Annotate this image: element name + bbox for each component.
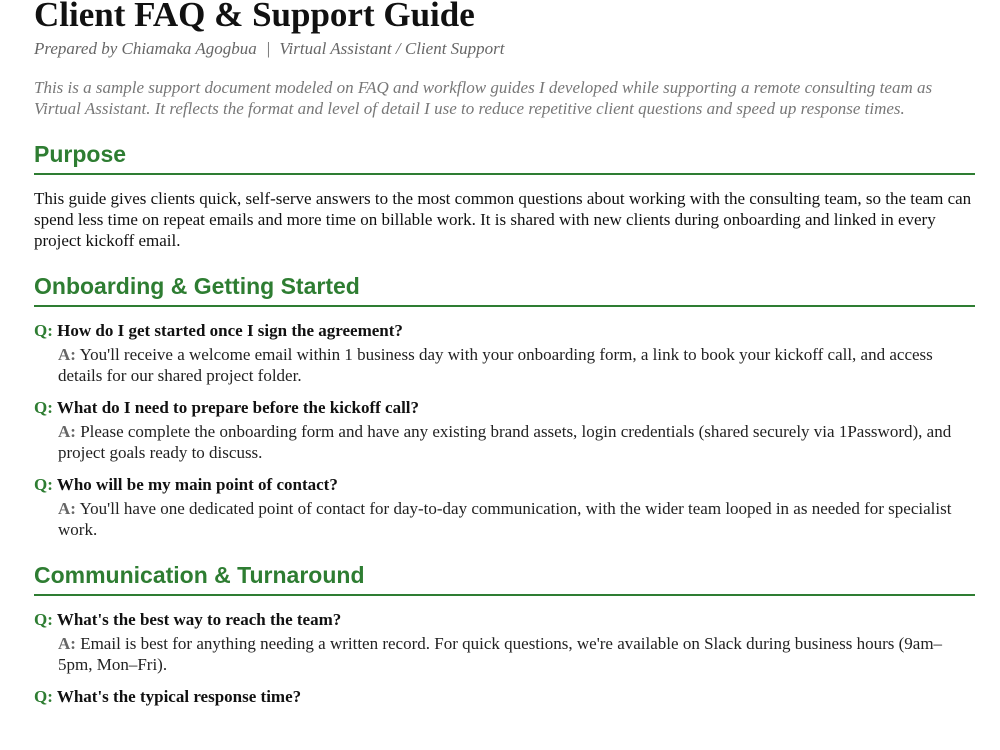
faq-item	[34, 686, 975, 708]
byline	[34, 38, 975, 60]
intro-note: This is a sample support document modeled on FAQ and workflow guides I developed while supporting a remote consulting team as Virtual Assistant. It reflects the format and level of detail I use to reduce repetitive client questions and speed up response times.	[34, 78, 933, 118]
faq-answer	[58, 344, 975, 386]
faq-item	[34, 474, 975, 540]
faq-answer	[58, 421, 975, 463]
question-text: Who will be my main point of contact?	[56, 475, 338, 494]
question-text: What's the typical response time?	[56, 687, 302, 706]
answer-marker: A:	[58, 422, 76, 441]
faq-item	[34, 397, 975, 463]
faq-question	[34, 474, 975, 496]
purpose-paragraph: This guide gives clients quick, self-serve answers to the most common questions about working with the consulting team, so the team can spend less time on repeat emails and more time on billable work. It is shared with new clients during onboarding and linked in every project kickoff email.	[34, 189, 972, 250]
faq-answer	[58, 498, 975, 540]
question-marker: Q:	[34, 398, 53, 417]
section-heading-onboarding: Onboarding & Getting Started	[34, 272, 975, 307]
answer-text: Please complete the onboarding form and have any existing brand assets, login credentials (shared securely via 1Password), and project goals ready to discuss.	[58, 422, 952, 462]
faq-item	[34, 320, 975, 386]
document-title: Client FAQ & Support Guide	[34, 0, 475, 34]
question-text: What's the best way to reach the team?	[56, 610, 342, 629]
answer-text: Email is best for anything needing a written record. For quick questions, we're available on Slack during business hours (9am–5pm, Mon–Fri).	[58, 634, 943, 674]
answer-text: You'll receive a welcome email within 1 business day with your onboarding form, a link to book your kickoff call, and access details for our shared project folder.	[58, 345, 933, 385]
faq-question	[34, 686, 975, 708]
question-marker: Q:	[34, 321, 53, 340]
section-heading-communication: Communication & Turnaround	[34, 561, 975, 596]
faq-question	[34, 609, 975, 631]
faq-question	[34, 320, 975, 342]
byline-author: Prepared by Chiamaka Agogbua	[34, 39, 257, 58]
answer-text: You'll have one dedicated point of contact for day-to-day communication, with the wider team looped in as needed for specialist work.	[58, 499, 952, 539]
byline-role: Virtual Assistant / Client Support	[279, 39, 505, 58]
question-marker: Q:	[34, 610, 53, 629]
faq-question	[34, 397, 975, 419]
answer-marker: A:	[58, 499, 76, 518]
question-text: How do I get started once I sign the agreement?	[57, 321, 403, 340]
section-heading-purpose: Purpose	[34, 140, 975, 175]
answer-marker: A:	[58, 345, 76, 364]
document-page	[34, 0, 975, 719]
faq-list-communication	[34, 609, 975, 708]
question-text: What do I need to prepare before the kickoff call?	[56, 398, 420, 417]
byline-separator: |	[265, 39, 271, 58]
question-marker: Q:	[34, 687, 53, 706]
faq-answer	[58, 633, 975, 675]
answer-marker: A:	[58, 634, 76, 653]
faq-item	[34, 609, 975, 675]
question-marker: Q:	[34, 475, 53, 494]
faq-list-onboarding	[34, 320, 975, 540]
